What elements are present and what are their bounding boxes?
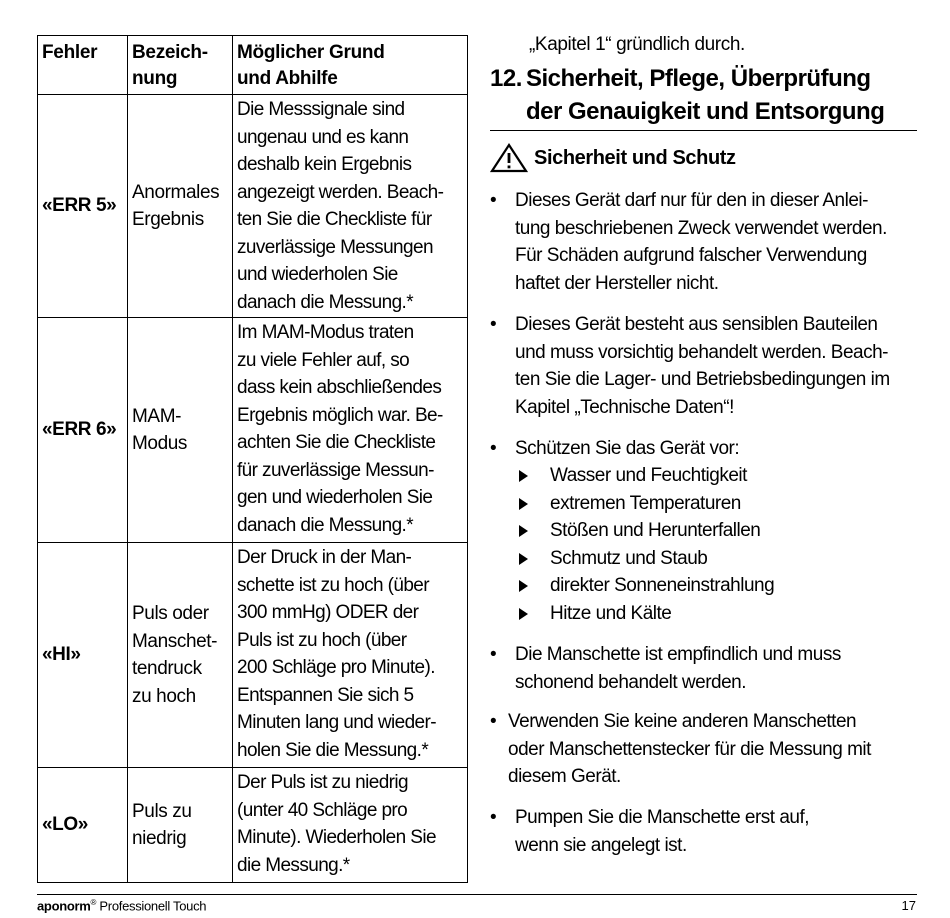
error-label: MAM- Modus (128, 318, 233, 543)
error-code: «ERR 5» (38, 95, 128, 318)
triangle-bullet-icon (519, 608, 528, 620)
list-item: Hitze und Kälte (515, 600, 774, 628)
table-row (38, 543, 468, 768)
triangle-bullet-icon (519, 498, 528, 510)
bullet-icon: • (490, 644, 497, 665)
error-remedy: Die Messsignale sind ungenau und es kann deshalb kein Ergebnis angezeigt werden. Beach- ten Sie die Checkliste für zuverlässige Messungen und wiederholen Sie danach die Messung.* (233, 95, 468, 318)
bullet-icon: • (490, 314, 497, 335)
protection-list (515, 462, 774, 627)
section-title (490, 62, 920, 128)
list-item: • Schützen Sie das Gerät vor: (490, 435, 920, 463)
list-item: • Verwenden Sie keine anderen Manschetten oder Manschettenstecker für die Messung mit diesem Gerät. (490, 708, 920, 791)
list-item: Schmutz und Staub (515, 545, 774, 573)
footer-product-name: Professionell Touch (96, 898, 207, 914)
registered-mark: ® (90, 898, 97, 907)
error-table (37, 35, 468, 883)
bullet-icon: • (490, 711, 497, 732)
error-remedy: Im MAM-Modus traten zu viele Fehler auf, so dass kein abschließendes Ergebnis möglich war. Be- achten Sie die Checkliste für zuverlässige Messun- gen und wiederholen Sie danach die Messung.* (233, 318, 468, 543)
list-item: extremen Temperaturen (515, 490, 774, 518)
section-number: 12. (490, 65, 522, 92)
warning-triangle-icon (490, 143, 528, 173)
error-label: Puls zu niedrig (128, 768, 233, 883)
list-item: Stößen und Herunterfallen (515, 517, 774, 545)
footer-brand: aponorm (37, 898, 91, 914)
error-label: Puls oder Manschet- tendruck zu hoch (128, 543, 233, 768)
table-row (38, 318, 468, 543)
list-item: Wasser und Feuchtigkeit (515, 462, 774, 490)
header-fehler: Fehler (38, 36, 128, 95)
header-bezeichnung: Bezeich- nung (128, 36, 233, 95)
triangle-bullet-icon (519, 580, 528, 592)
list-item: • Pumpen Sie die Manschette erst auf, wenn sie angelegt ist. (490, 804, 920, 859)
error-remedy: Der Druck in der Man- schette ist zu hoch (über 300 mmHg) ODER der Puls ist zu hoch (über 200 Schläge pro Minute). Entspannen Sie sich 5 Minuten lang und wieder- holen Sie die Messung.* (233, 543, 468, 768)
list-item: • Dieses Gerät darf nur für den in dieser Anlei- tung beschriebenen Zweck verwendet werden. Für Schäden aufgrund falscher Verwendung haftet der Hersteller nicht. (490, 187, 920, 297)
table-row (38, 768, 468, 883)
error-code: «HI» (38, 543, 128, 768)
list-item: • Die Manschette ist empfindlich und muss schonend behandelt werden. (490, 641, 920, 696)
page-number: 17 (901, 898, 916, 913)
list-item: direkter Sonneneinstrahlung (515, 572, 774, 600)
subsection-title: Sicherheit und Schutz (534, 146, 736, 169)
bullet-icon: • (490, 438, 497, 459)
bullet-icon: • (490, 190, 497, 211)
triangle-bullet-icon (519, 525, 528, 537)
error-label: Anormales Ergebnis (128, 95, 233, 318)
subsection-heading (490, 143, 736, 173)
header-grund-abhilfe: Möglicher Grund und Abhilfe (233, 36, 468, 95)
continuation-text: „Kapitel 1“ gründlich durch. (529, 34, 745, 55)
table-row (38, 95, 468, 318)
table-header-row (38, 36, 468, 95)
list-item: • Dieses Gerät besteht aus sensiblen Bauteilen und muss vorsichtig behandelt werden. Beach- ten Sie die Lager- und Betriebsbedingungen im Kapitel „Technische Daten“! (490, 311, 920, 421)
triangle-bullet-icon (519, 553, 528, 565)
error-code: «LO» (38, 768, 128, 883)
footer-divider (37, 894, 917, 895)
triangle-bullet-icon (519, 470, 528, 482)
section-title-line1: Sicherheit, Pflege, Überprüfung (526, 65, 871, 92)
bullet-icon: • (490, 807, 497, 828)
footer-product (37, 898, 206, 913)
section-title-line2: der Genauigkeit und Entsorgung (526, 98, 885, 125)
error-remedy: Der Puls ist zu niedrig (unter 40 Schläge pro Minute). Wiederholen Sie die Messung.* (233, 768, 468, 883)
error-code: «ERR 6» (38, 318, 128, 543)
section-divider (490, 130, 917, 131)
